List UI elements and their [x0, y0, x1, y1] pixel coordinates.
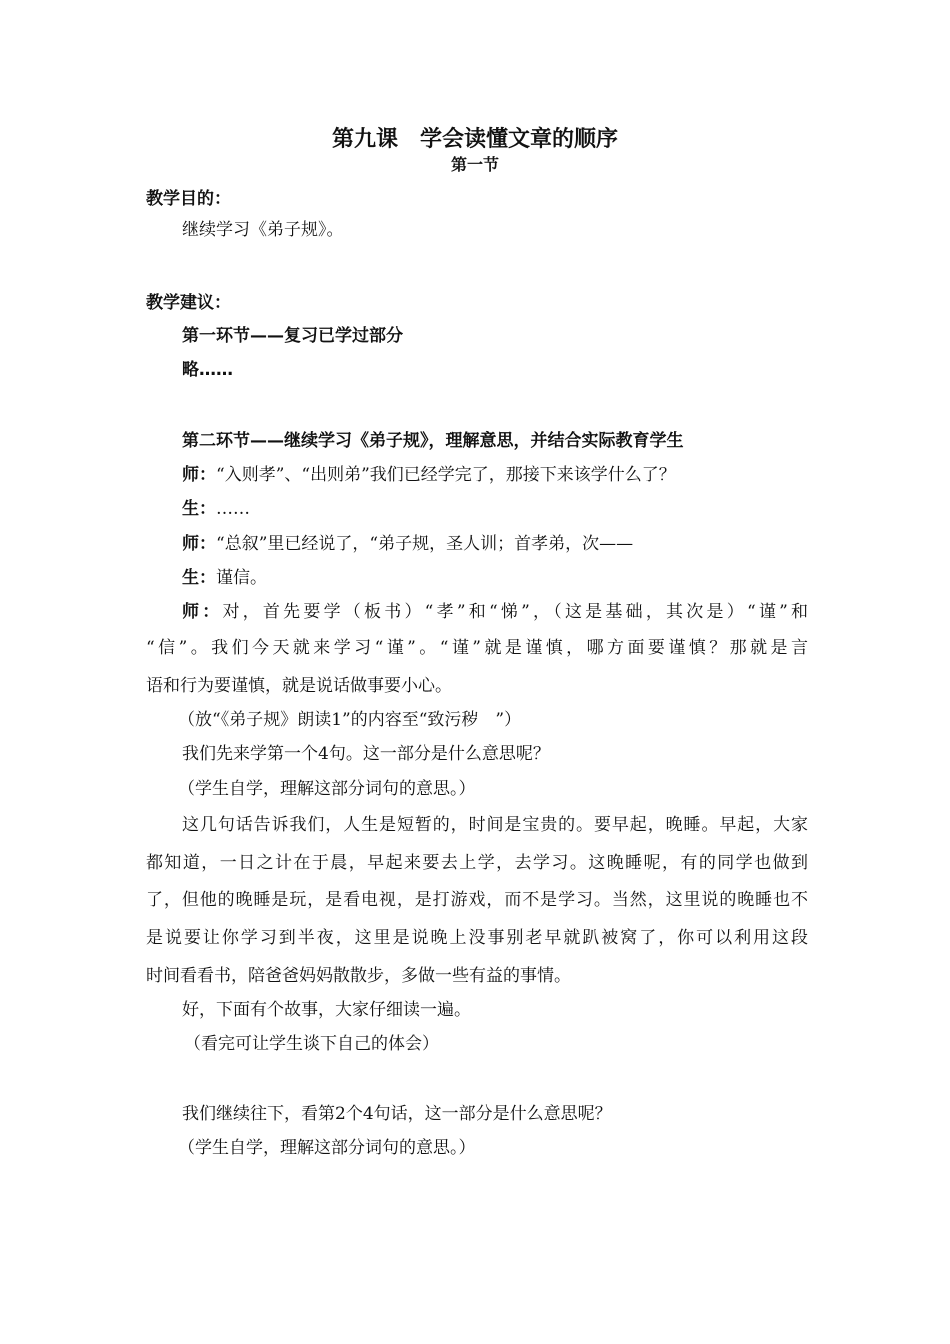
paragraph-line: “信”。我们今天就来学习“谨”。“谨”就是谨慎，哪方面要谨慎？那就是言 — [146, 638, 808, 658]
teaching-note: （放“《弟子规》朗读1”的内容至“致污秽 ”） — [178, 710, 522, 730]
paragraph-line: 我们继续往下，看第2个4句话，这一部分是什么意思呢？ — [182, 1104, 612, 1124]
dialog-speaker: 生： — [182, 499, 216, 519]
dialog-text: “入则孝”、“出则弟”我们已经学完了，那接下来该学什么了？ — [216, 465, 676, 485]
paragraph-line: 语和行为要谨慎，就是说话做事要小心。 — [146, 676, 452, 696]
step1-heading: 第一环节——复习已学过部分 — [182, 326, 403, 346]
paragraph-line: 好，下面有个故事，大家仔细读一遍。 — [182, 1000, 471, 1020]
step2-heading: 第二环节——继续学习《弟子规》，理解意思，并结合实际教育学生 — [182, 431, 684, 451]
dialog-text: …… — [216, 499, 250, 519]
dialog-line — [182, 498, 844, 520]
dialog-speaker: 师： — [182, 465, 216, 485]
paragraph-line: 都知道，一日之计在于晨，早起来要去上学，去学习。这晚睡呢，有的同学也做到 — [146, 853, 808, 873]
dialog-line — [182, 464, 844, 486]
paragraph-line: 是说要让你学习到半夜，这里是说晚上没事别老早就趴被窝了，你可以利用这段 — [146, 928, 808, 948]
goal-text: 继续学习《弟子规》。 — [182, 220, 344, 240]
dialog-speaker: 生： — [182, 568, 216, 588]
dialog-line — [182, 601, 808, 623]
teaching-note: （学生自学，理解这部分词句的意思。） — [178, 1138, 476, 1158]
goal-heading: 教学目的： — [146, 189, 231, 209]
dialog-text: “总叙”里已经说了，“弟子规，圣人训；首孝弟，次—— — [216, 534, 634, 554]
teaching-note: （看完可让学生谈下自己的体会） — [184, 1034, 439, 1054]
dialog-speaker: 师： — [182, 602, 223, 622]
dialog-speaker: 师： — [182, 534, 216, 554]
teaching-note: （学生自学，理解这部分词句的意思。） — [178, 779, 476, 799]
dialog-text: 谨信。 — [216, 568, 267, 588]
paragraph-line: 我们先来学第一个4句。这一部分是什么意思呢？ — [182, 744, 550, 764]
suggest-heading: 教学建议： — [146, 293, 231, 313]
dialog-line — [182, 567, 844, 589]
paragraph-line: 这几句话告诉我们，人生是短暂的，时间是宝贵的。要早起，晚睡。早起，大家 — [182, 815, 808, 835]
section-subtitle: 第一节 — [450, 155, 499, 174]
lesson-title: 第九课 学会读懂文章的顺序 — [331, 127, 618, 152]
paragraph-line: 了，但他的晚睡是玩，是看电视，是打游戏，而不是学习。当然，这里说的晚睡也不 — [146, 890, 808, 910]
paragraph-line: 时间看看书，陪爸爸妈妈散散步，多做一些有益的事情。 — [146, 966, 571, 986]
step1-text: 略…… — [182, 360, 233, 380]
dialog-text: 对，首先要学（板书）“孝”和“悌”，（这是基础，其次是）“谨”和 — [222, 602, 808, 622]
dialog-line — [182, 533, 844, 555]
